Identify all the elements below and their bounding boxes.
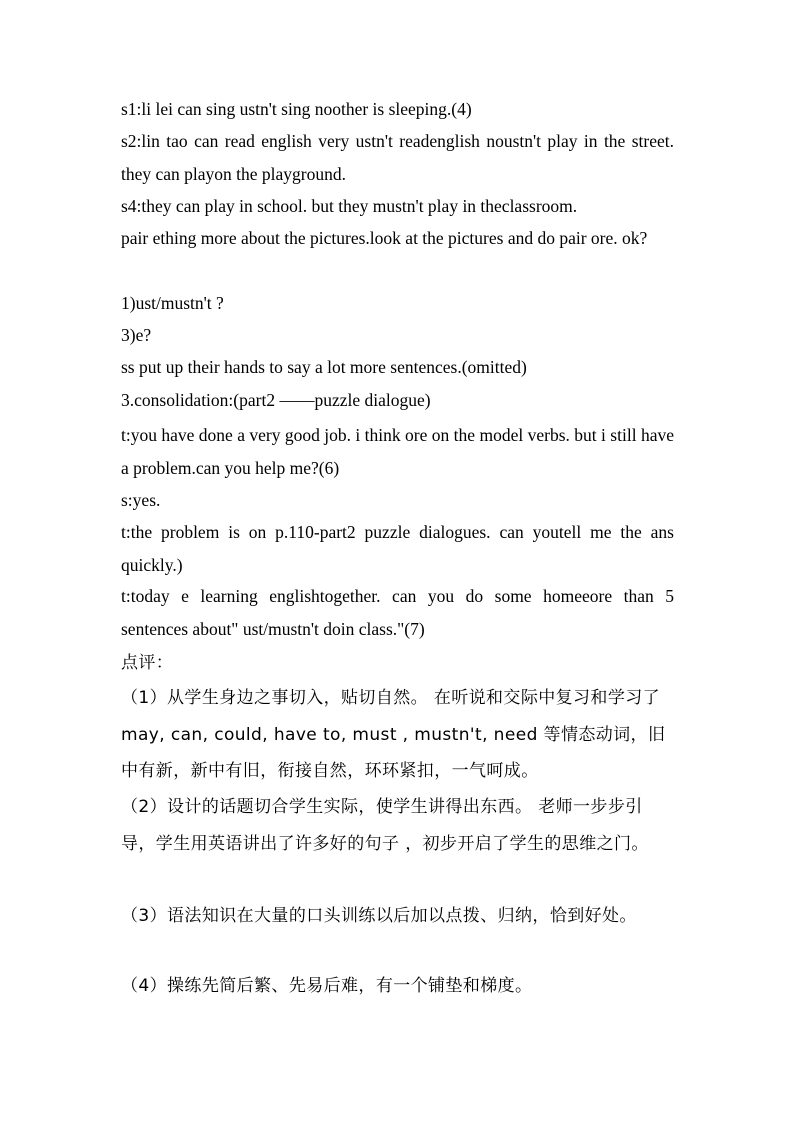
paragraph-item-3: 3)e? <box>121 325 152 345</box>
paragraph-s2: s2:lin tao can read english very ustn't readenglish noustn't play in the street. they can playon the playground. <box>121 131 674 184</box>
paragraph-consolidation: 3.consolidation:(part2 ——puzzle dialogue) <box>121 390 431 410</box>
paragraph-homework: t:today e learning englishtogether. can you do some homeeore than 5 sentences about" ust/mustn't doin class."(7) <box>121 586 674 639</box>
paragraph-item-1: 1)ust/mustn't ? <box>121 293 224 313</box>
comment-heading: 点评： <box>121 653 174 673</box>
paragraph-ss-sentences: ss put up their hands to say a lot more sentences.(omitted) <box>121 357 527 377</box>
comment-3: （3）语法知识在大量的口头训练以后加以点拨、归纳，恰到好处。 <box>121 906 637 926</box>
paragraph-pair-work: pair ething more about the pictures.look at the pictures and do pair ore. ok? <box>121 228 648 248</box>
paragraph-s1: s1:li lei can sing ustn't sing noother is sleeping.(4) <box>121 99 472 119</box>
paragraph-teacher-problem: t:you have done a very good job. i think ore on the model verbs. but i still have a problem.can you help me?(6) <box>121 425 674 478</box>
paragraph-s4: s4:they can play in school. but they mustn't play in theclassroom. <box>121 196 578 216</box>
comment-4: （4）操练先简后繁、先易后难，有一个铺垫和梯度。 <box>121 976 533 996</box>
comment-2: （2）设计的话题切合学生实际，使学生讲得出东西。 老师一步步引导，学生用英语讲出了许多好的句子 ，初步开启了学生的思维之门。 <box>121 797 649 854</box>
paragraph-teacher-puzzle: t:the problem is on p.110-part2 puzzle dialogues. can youtell me the ans quickly.) <box>121 522 674 575</box>
paragraph-student-yes: s:yes. <box>121 490 161 510</box>
comment-1: （1）从学生身边之事切入，贴切自然。 在听说和交际中复习和学习了 may, can, could, have to, must , mustn't, need 等情态动词，旧中有新，新中有旧，衔接自然，环环紧扣，一气呵成。 <box>121 688 666 781</box>
